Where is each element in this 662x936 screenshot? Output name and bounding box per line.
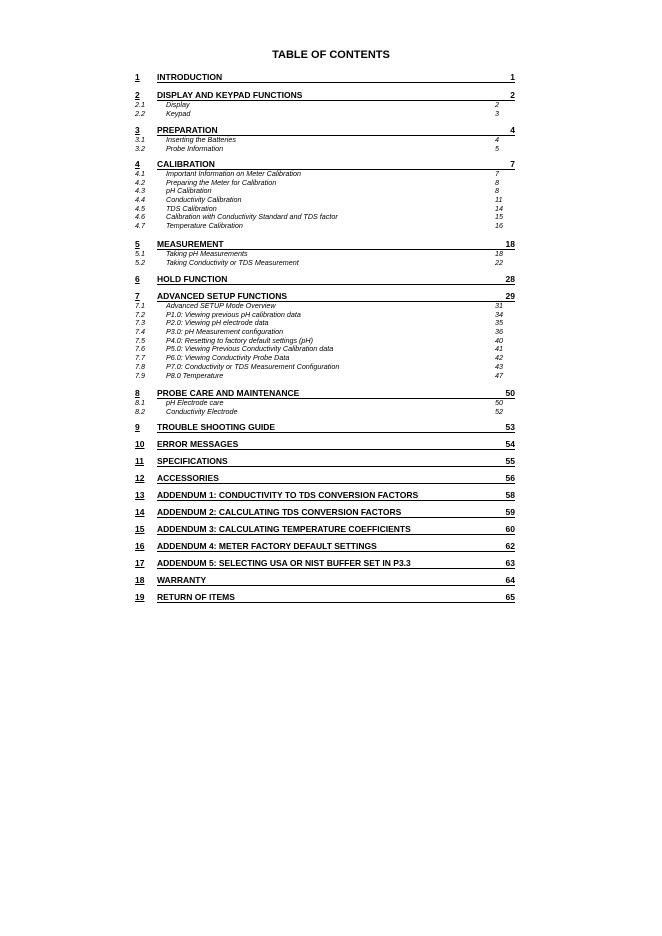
section-title: ADDENDUM 5: SELECTING USA OR NIST BUFFER SET IN P3.3 (157, 558, 411, 568)
toc-section-heading[interactable] (135, 575, 515, 586)
subsection-number: 8.1 (135, 398, 145, 407)
section-title-row (157, 592, 515, 603)
toc-section (135, 541, 515, 552)
subsection-page-number: 47 (495, 370, 503, 380)
section-number: 1 (135, 72, 140, 82)
toc-subsection[interactable] (135, 110, 515, 119)
section-page-number: 18 (505, 239, 515, 249)
subsection-title: Keypad (166, 108, 191, 118)
section-title-row (157, 473, 515, 484)
section-title: WARRANTY (157, 575, 207, 585)
subsection-page-number: 8 (495, 177, 499, 187)
toc-section (135, 575, 515, 586)
toc-section-heading[interactable] (135, 524, 515, 535)
toc-section (135, 507, 515, 518)
subsection-number: 7.7 (135, 353, 145, 363)
section-number: 8 (135, 388, 140, 398)
subsection-page-number: 42 (495, 353, 503, 363)
subsection-number: 5.2 (135, 257, 145, 267)
subsection-page-number: 16 (495, 221, 503, 231)
subsection-page-number: 4 (495, 135, 499, 144)
section-page-number: 1 (510, 72, 515, 82)
toc-section-heading[interactable] (135, 507, 515, 518)
subsection-title: Probe Information (166, 143, 224, 153)
section-number: 16 (135, 541, 145, 551)
toc-section (135, 239, 515, 267)
subsection-title: Conductivity Electrode (166, 406, 238, 416)
section-number: 14 (135, 507, 145, 517)
section-title-row (157, 575, 515, 586)
toc-section (135, 490, 515, 501)
subsection-number: 7.9 (135, 370, 145, 380)
subsection-number: 4.6 (135, 212, 145, 222)
toc-section-heading[interactable] (135, 422, 515, 433)
toc-section-heading[interactable] (135, 159, 515, 170)
section-page-number: 64 (505, 575, 515, 585)
subsection-number: 4.2 (135, 177, 145, 187)
section-page-number: 63 (505, 558, 515, 568)
subsection-number: 7.1 (135, 301, 145, 310)
section-number: 4 (135, 159, 140, 169)
section-title-row (157, 541, 515, 552)
subsection-number: 8.2 (135, 406, 145, 416)
section-number: 2 (135, 90, 140, 100)
toc-section-heading[interactable] (135, 125, 515, 136)
toc-subsection[interactable] (135, 259, 515, 268)
section-page-number: 58 (505, 490, 515, 500)
section-page-number: 60 (505, 524, 515, 534)
subsection-page-number: 40 (495, 335, 503, 345)
subsection-title: P8.0 Temperature (166, 370, 224, 380)
section-page-number: 29 (505, 291, 515, 301)
section-number: 10 (135, 439, 145, 449)
toc-section (135, 274, 515, 285)
subsection-title: TDS Calibration (166, 203, 217, 213)
section-number: 11 (135, 456, 144, 466)
subsection-number: 4.4 (135, 195, 145, 205)
toc-subsection[interactable] (135, 222, 515, 231)
subsection-number: 7.8 (135, 361, 145, 371)
section-title-row (157, 239, 515, 250)
subsection-title: Taking Conductivity or TDS Measurement (166, 257, 299, 267)
toc-section (135, 388, 515, 416)
toc-subsection[interactable] (135, 101, 515, 110)
subsection-page-number: 50 (495, 398, 503, 407)
section-page-number: 4 (510, 125, 515, 135)
section-title-row (157, 291, 515, 302)
section-title: PROBE CARE AND MAINTENANCE (157, 388, 300, 398)
section-title-row (157, 439, 515, 450)
subsection-title: Display (166, 100, 190, 109)
section-title-row (157, 125, 515, 136)
subsection-page-number: 14 (495, 203, 503, 213)
subsection-page-number: 52 (495, 406, 503, 416)
toc-section-heading[interactable] (135, 439, 515, 450)
section-title-row (157, 524, 515, 535)
toc-section (135, 125, 515, 153)
subsection-title: Inserting the Batteries (166, 135, 236, 144)
toc-section-heading[interactable] (135, 274, 515, 285)
toc-section (135, 439, 515, 450)
section-page-number: 56 (505, 473, 515, 483)
section-title-row (157, 422, 515, 433)
subsection-title: P5.0: Viewing Previous Conductivity Calibration data (166, 344, 334, 354)
section-title: TROUBLE SHOOTING GUIDE (157, 422, 276, 432)
section-page-number: 7 (510, 159, 515, 169)
section-number: 7 (135, 291, 140, 301)
section-title-row (157, 274, 515, 285)
section-page-number: 53 (505, 422, 515, 432)
section-number: 17 (135, 558, 145, 568)
section-page-number: 59 (505, 507, 515, 517)
section-title: SPECIFICATIONS (157, 456, 228, 466)
subsection-title: Conductivity Calibration (166, 195, 242, 205)
page-title: TABLE OF CONTENTS (272, 49, 390, 61)
subsection-number: 4.3 (135, 186, 145, 196)
toc-section (135, 291, 515, 380)
toc-section-heading[interactable] (135, 291, 515, 302)
section-title: PREPARATION (157, 125, 218, 135)
toc-section-heading[interactable] (135, 388, 515, 399)
subsection-number: 7.5 (135, 335, 145, 345)
toc-section (135, 473, 515, 484)
section-title-row (157, 90, 515, 101)
section-number: 3 (135, 125, 140, 135)
subsection-number: 3.2 (135, 143, 145, 153)
subsection-page-number: 34 (495, 309, 503, 319)
toc-section (135, 456, 515, 467)
subsection-number: 4.5 (135, 203, 145, 213)
subsection-title: pH Calibration (166, 186, 212, 196)
section-number: 19 (135, 592, 145, 602)
section-title: ACCESSORIES (157, 473, 219, 483)
section-page-number: 62 (505, 541, 515, 551)
toc-subsection[interactable] (135, 408, 515, 417)
section-title-row (157, 159, 515, 170)
section-title: RETURN OF ITEMS (157, 592, 235, 602)
section-number: 15 (135, 524, 145, 534)
toc-section-heading[interactable] (135, 239, 515, 250)
subsection-title: Taking pH Measurements (166, 249, 248, 258)
subsection-title: Preparing the Meter for Calibration (166, 177, 277, 187)
toc-section (135, 592, 515, 603)
subsection-number: 7.6 (135, 344, 145, 354)
section-page-number: 2 (510, 90, 515, 100)
section-title: ADDENDUM 3: CALCULATING TEMPERATURE COEFFICIENTS (157, 524, 411, 534)
subsection-title: Important Information on Meter Calibration (166, 169, 302, 178)
toc-section (135, 422, 515, 433)
section-title-row (157, 456, 515, 467)
section-title-row (157, 558, 515, 569)
section-title: ADDENDUM 4: METER FACTORY DEFAULT SETTINGS (157, 541, 377, 551)
toc-section (135, 72, 515, 83)
section-number: 18 (135, 575, 145, 585)
subsection-page-number: 15 (495, 212, 503, 222)
section-number: 9 (135, 422, 140, 432)
subsection-number: 2.2 (135, 108, 145, 118)
section-page-number: 28 (505, 274, 515, 284)
subsection-number: 7.3 (135, 318, 145, 328)
subsection-title: P2.0: Viewing pH electrode data (166, 318, 269, 328)
toc-subsection[interactable] (135, 372, 515, 381)
subsection-title: Calibration with Conductivity Standard and TDS factor (166, 212, 338, 222)
subsection-number: 3.1 (135, 135, 145, 144)
toc-section-heading[interactable] (135, 490, 515, 501)
toc-section-heading[interactable] (135, 558, 515, 569)
section-title: ADDENDUM 2: CALCULATING TDS CONVERSION FACTORS (157, 507, 402, 517)
subsection-number: 7.2 (135, 309, 145, 319)
subsection-page-number: 7 (495, 169, 499, 178)
subsection-number: 5.1 (135, 249, 145, 258)
section-title: MEASUREMENT (157, 239, 224, 249)
subsection-page-number: 11 (495, 195, 503, 205)
subsection-page-number: 35 (495, 318, 503, 328)
subsection-title: P6.0: Viewing Conductivity Probe Data (166, 353, 290, 363)
subsection-page-number: 31 (495, 301, 503, 310)
subsection-title: P3.0: pH Measurement configuration (166, 327, 284, 337)
subsection-page-number: 43 (495, 361, 503, 371)
section-title-row (157, 72, 515, 83)
section-page-number: 50 (505, 388, 515, 398)
section-title: CALIBRATION (157, 159, 215, 169)
subsection-page-number: 5 (495, 143, 499, 153)
section-page-number: 54 (505, 439, 515, 449)
section-title-row (157, 388, 515, 399)
subsection-page-number: 3 (495, 108, 499, 118)
toc-section (135, 524, 515, 535)
section-number: 5 (135, 239, 140, 249)
subsection-page-number: 2 (495, 100, 499, 109)
toc-section-heading[interactable] (135, 473, 515, 484)
section-number: 12 (135, 473, 145, 483)
subsection-page-number: 22 (495, 257, 503, 267)
section-title: ADVANCED SETUP FUNCTIONS (157, 291, 288, 301)
subsection-number: 4.1 (135, 169, 145, 178)
subsection-page-number: 41 (495, 344, 503, 354)
subsection-number: 4.7 (135, 221, 145, 231)
subsection-page-number: 8 (495, 186, 499, 196)
toc-section (135, 558, 515, 569)
section-title: ADDENDUM 1: CONDUCTIVITY TO TDS CONVERSION FACTORS (157, 490, 419, 500)
section-title-row (157, 490, 515, 501)
toc-section-heading[interactable] (135, 456, 515, 467)
section-title: HOLD FUNCTION (157, 274, 228, 284)
subsection-number: 7.4 (135, 327, 145, 337)
section-page-number: 55 (505, 456, 515, 466)
section-title: ERROR MESSAGES (157, 439, 239, 449)
section-title: DISPLAY AND KEYPAD FUNCTIONS (157, 90, 303, 100)
subsection-title: Advanced SETUP Mode Overview (166, 301, 276, 310)
section-title: INTRODUCTION (157, 72, 223, 82)
subsection-page-number: 18 (495, 249, 503, 258)
toc-section (135, 159, 515, 231)
subsection-title: P4.0: Resetting to factory default settings (pH) (166, 335, 314, 345)
toc-section-heading[interactable] (135, 72, 515, 83)
section-page-number: 65 (505, 592, 515, 602)
section-number: 13 (135, 490, 145, 500)
toc-section-heading[interactable] (135, 541, 515, 552)
section-title-row (157, 507, 515, 518)
subsection-title: P7.0: Conductivity or TDS Measurement Configuration (166, 361, 340, 371)
section-number: 6 (135, 274, 140, 284)
toc-section (135, 90, 515, 118)
subsection-number: 2.1 (135, 100, 145, 109)
subsection-page-number: 36 (495, 327, 503, 337)
subsection-title: Temperature Calibration (166, 221, 243, 231)
toc-subsection[interactable] (135, 145, 515, 154)
toc-section-heading[interactable] (135, 90, 515, 101)
toc-section-heading[interactable] (135, 592, 515, 603)
subsection-title: pH Electrode care (166, 398, 224, 407)
subsection-title: P1.0: Viewing previous pH calibration data (166, 309, 301, 319)
